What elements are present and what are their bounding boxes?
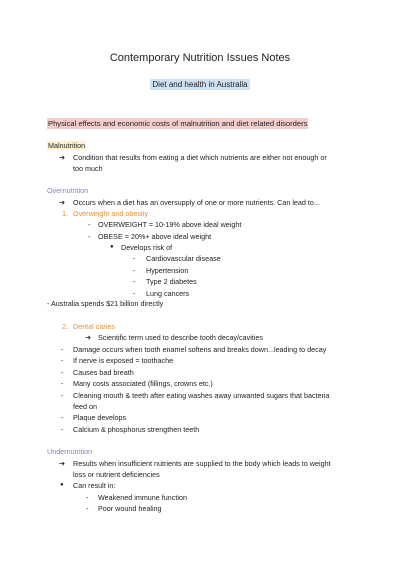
list-item: Many costs associated (fillings, crowns etc.): [73, 379, 213, 388]
arrow-icon: ➔: [59, 153, 66, 162]
dash-marker: -: [133, 277, 136, 286]
list-number-1: 1.: [62, 209, 68, 218]
page-subtitle: Diet and health in Australia: [152, 80, 248, 89]
list-item: Cleaning mouth & teeth after eating washes away unwanted sugars that bacteria: [73, 391, 330, 400]
dash-marker: -: [61, 379, 64, 388]
dash-marker: -: [61, 368, 64, 377]
list-item-continuation: feed on: [73, 402, 97, 411]
list-item: Causes bad breath: [73, 368, 134, 377]
overnutrition-heading: Overnutrition: [47, 186, 89, 195]
malnutrition-heading-wrap: [47, 141, 86, 150]
dash-marker: -: [61, 345, 64, 354]
overnutrition-definition: Occurs when a diet has an oversupply of one or more nutrients. Can lead to...: [73, 198, 320, 207]
dash-marker: -: [133, 266, 136, 275]
section-heading-wrap: [47, 119, 308, 128]
list-item: If nerve is exposed = toothache: [73, 356, 174, 365]
malnutrition-definition-line2: too much: [73, 164, 103, 173]
dash-marker: -: [86, 493, 89, 502]
undernutrition-heading: Undernutrition: [47, 447, 93, 456]
dash-marker: -: [86, 504, 89, 513]
arrow-icon: ➔: [59, 459, 66, 468]
undernutrition-definition-line1: Results when insufficient nutrients are supplied to the body which leads to weight: [73, 459, 331, 468]
bullet-icon: ●: [110, 244, 114, 250]
list-item: Weakened immune function: [98, 493, 187, 502]
dash-marker: -: [61, 391, 64, 400]
can-result-in: Can result in:: [73, 481, 116, 490]
dash-marker: -: [88, 232, 91, 241]
obese-definition: OBESE = 20%+ above ideal weight: [98, 232, 212, 241]
arrow-icon: ➔: [85, 333, 92, 342]
list-item: Calcium & phosphorus strengthen teeth: [73, 425, 200, 434]
list-number-2: 2.: [62, 322, 68, 331]
risk-intro: Develops risk of: [121, 243, 173, 252]
dash-marker: -: [88, 220, 91, 229]
dash-marker: -: [133, 254, 136, 263]
list-item: Lung cancers: [146, 289, 190, 298]
subtitle-wrap: [0, 80, 400, 89]
dental-caries-heading: Dental caries: [73, 322, 115, 331]
arrow-icon: ➔: [59, 198, 66, 207]
undernutrition-definition-line2: loss or nutrient deficiencies: [73, 470, 160, 479]
dash-marker: -: [61, 413, 64, 422]
malnutrition-heading: Malnutrition: [48, 141, 86, 150]
section-heading: Physical effects and economic costs of malnutrition and diet related disorders: [48, 119, 308, 128]
malnutrition-definition-line1: Condition that results from eating a diet which nutrients are either not enough or: [73, 153, 327, 162]
bullet-icon: ●: [60, 482, 64, 488]
list-item: Damage occurs when tooth enamel softens and breaks down...leading to decay: [73, 345, 327, 354]
list-item: Cardiovascular disease: [146, 254, 221, 263]
overweight-definition: OVERWEIGHT = 10-19% above ideal weight: [98, 220, 242, 229]
list-item: Hypertension: [146, 266, 189, 275]
australia-spending: - Australia spends $21 billion directly: [47, 299, 164, 308]
caries-definition: Scientific term used to describe tooth decay/cavities: [98, 333, 263, 342]
dash-marker: -: [61, 356, 64, 365]
page-title: Contemporary Nutrition Issues Notes: [109, 52, 291, 64]
overweight-obesity-heading: Overweight and obesity: [73, 209, 149, 218]
list-item: Type 2 diabetes: [146, 277, 197, 286]
list-item: Poor wound healing: [98, 504, 162, 513]
list-item: Plaque develops: [73, 413, 127, 422]
dash-marker: -: [61, 425, 64, 434]
dash-marker: -: [133, 289, 136, 298]
